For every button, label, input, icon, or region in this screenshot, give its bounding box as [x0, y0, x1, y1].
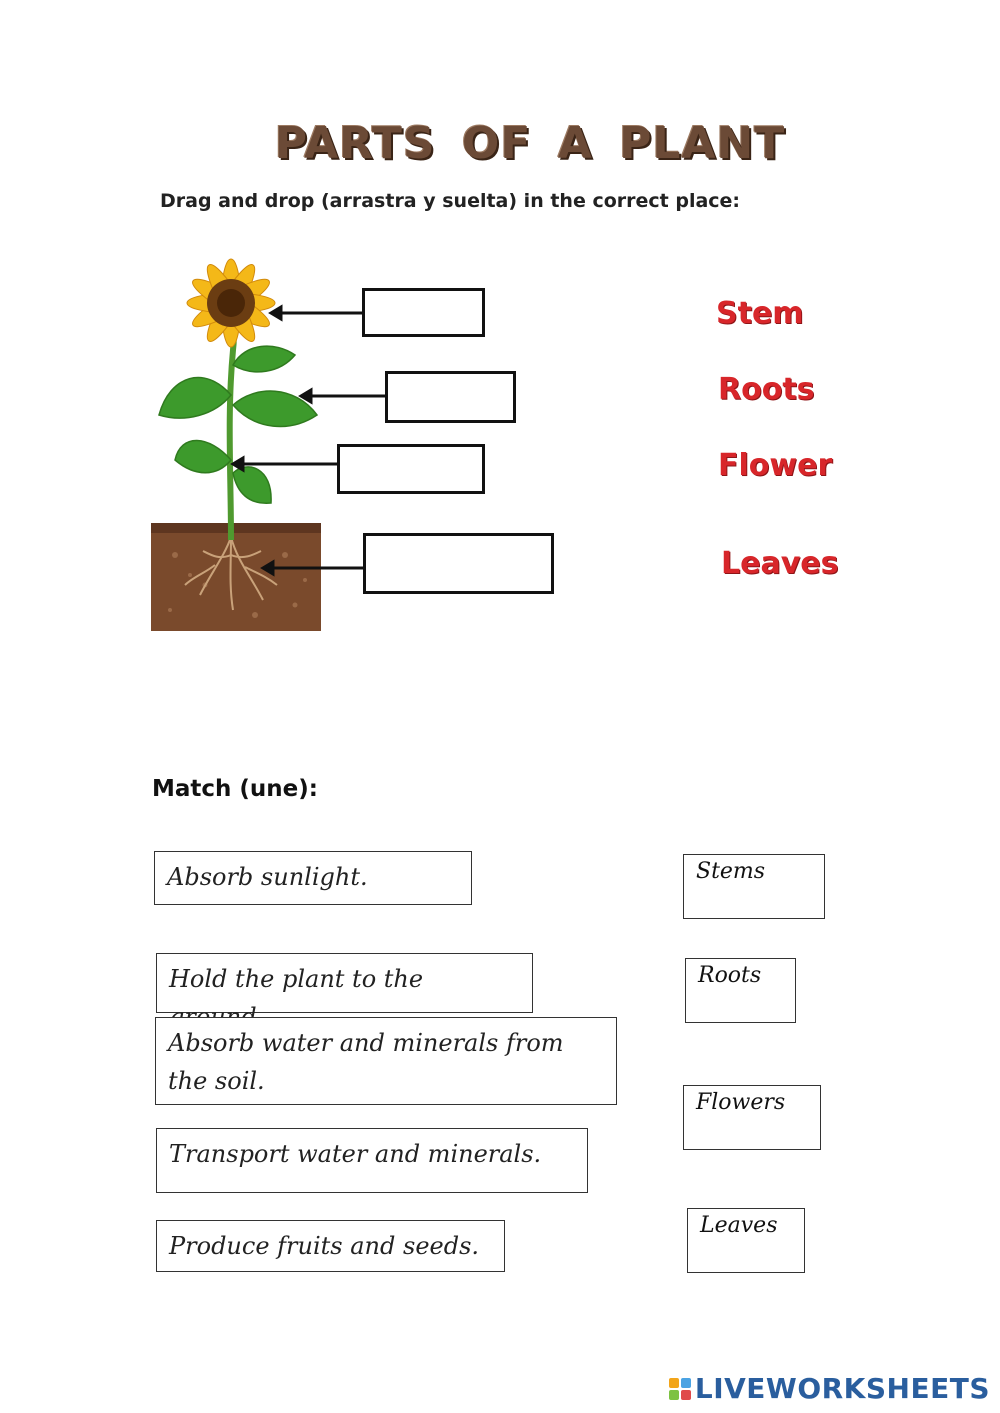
function-absorb-water[interactable]: Absorb water and minerals from the soil.	[155, 1017, 617, 1105]
part-stems[interactable]: Stems	[683, 854, 825, 919]
drop-box-flower[interactable]	[362, 288, 485, 337]
soil-block	[151, 523, 321, 631]
word-leaves[interactable]: Leaves	[721, 546, 839, 581]
stem-drawing	[230, 315, 234, 540]
word-flower[interactable]: Flower	[718, 448, 833, 483]
drop-box-stem[interactable]	[337, 444, 485, 494]
word-roots[interactable]: Roots	[718, 372, 815, 407]
instruction-text: Drag and drop (arrastra y suelta) in the correct place:	[160, 190, 741, 212]
function-absorb-sunlight[interactable]: Absorb sunlight.	[154, 851, 472, 905]
function-hold-plant[interactable]: Hold the plant to the	[156, 953, 533, 1013]
liveworksheets-brand	[669, 1372, 990, 1405]
part-roots[interactable]: Roots	[685, 958, 796, 1023]
function-produce-fruits[interactable]: Produce fruits and seeds.	[156, 1220, 505, 1272]
part-flowers[interactable]: Flowers	[683, 1085, 821, 1150]
brand-text: LIVEWORKSHEETS	[694, 1372, 990, 1405]
drop-box-roots[interactable]	[363, 533, 554, 594]
liveworksheets-logo-icon	[669, 1378, 691, 1400]
match-heading: Match (une):	[152, 776, 318, 802]
page-title: PARTS OF A PLANT	[274, 118, 786, 169]
function-transport-water[interactable]: Transport water and minerals.	[156, 1128, 588, 1193]
word-stem[interactable]: Stem	[716, 296, 804, 331]
part-leaves[interactable]: Leaves	[687, 1208, 805, 1273]
flower-drawing	[187, 259, 275, 347]
drop-box-leaves[interactable]	[385, 371, 516, 423]
